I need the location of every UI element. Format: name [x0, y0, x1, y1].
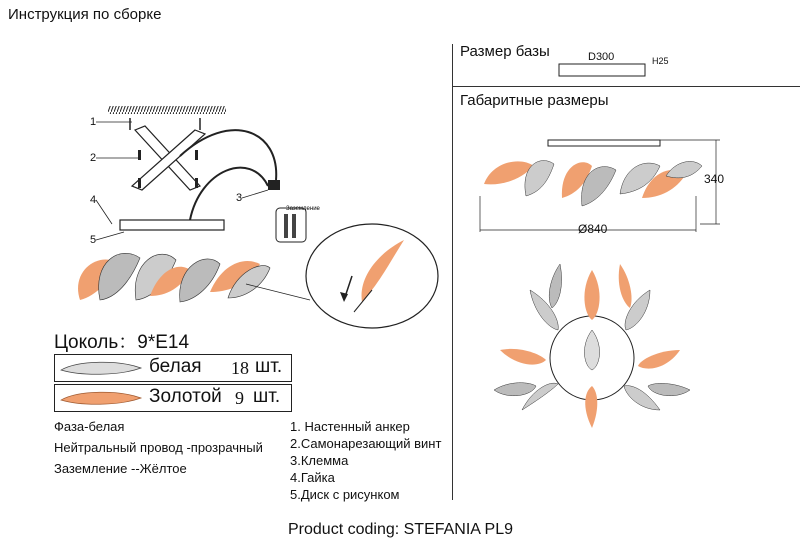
cross-bracket — [132, 126, 205, 190]
part-2: 2.Самонарезающий винт — [290, 436, 442, 451]
quantity-name: белая — [149, 356, 202, 377]
callout-3: 3 — [236, 192, 243, 204]
quantity-row-gold — [54, 384, 292, 412]
ceiling-hatch — [108, 106, 226, 114]
quantity-unit: шт. — [253, 386, 281, 407]
base-drawing — [555, 60, 655, 80]
wiring-neutral: Нейтральный провод -прозрачный — [54, 440, 263, 455]
terminal-block — [268, 180, 280, 190]
assembly-drawing — [0, 0, 452, 330]
vertical-divider — [452, 44, 453, 500]
part-3: 3.Клемма — [290, 453, 349, 468]
part-5: 5.Диск с рисунком — [290, 487, 400, 502]
wiring-ground: Заземление --Жёлтое — [54, 461, 187, 476]
quantity-unit: шт. — [255, 356, 283, 377]
wiring-phase: Фаза-белая — [54, 419, 125, 434]
part-4: 4.Гайка — [290, 470, 335, 485]
ground-label: Заземление — [286, 206, 320, 212]
quantity-name: Золотой — [149, 386, 222, 407]
white-leaf-icon — [59, 358, 143, 378]
leaf-cluster — [78, 253, 270, 302]
dimensions-title: Габаритные размеры — [460, 92, 609, 109]
quantity-count: 18 — [231, 358, 249, 378]
top-view — [480, 250, 710, 430]
diameter-dimension: Ø840 — [578, 222, 608, 236]
page-title: Инструкция по сборке — [8, 6, 162, 23]
ground-detail — [276, 208, 306, 242]
base-height: H25 — [652, 56, 669, 66]
base-diameter: D300 — [588, 51, 615, 63]
callout-1: 1 — [90, 116, 97, 128]
gold-leaf-icon — [59, 388, 143, 408]
part-1: 1. Настенный анкер — [290, 419, 410, 434]
quantity-row-white — [54, 354, 292, 382]
horizontal-divider — [452, 86, 800, 87]
product-coding: Product coding: STEFANIA PL9 — [288, 521, 514, 538]
base-size-title: Размер базы — [460, 43, 550, 60]
canopy — [120, 220, 224, 230]
callout-4: 4 — [90, 194, 97, 206]
socket-type: Цоколь：9*E14 — [54, 332, 190, 353]
height-dimension: 340 — [704, 172, 725, 186]
callout-2: 2 — [90, 152, 97, 164]
quantity-count: 9 — [235, 388, 244, 408]
callout-5: 5 — [90, 234, 97, 246]
